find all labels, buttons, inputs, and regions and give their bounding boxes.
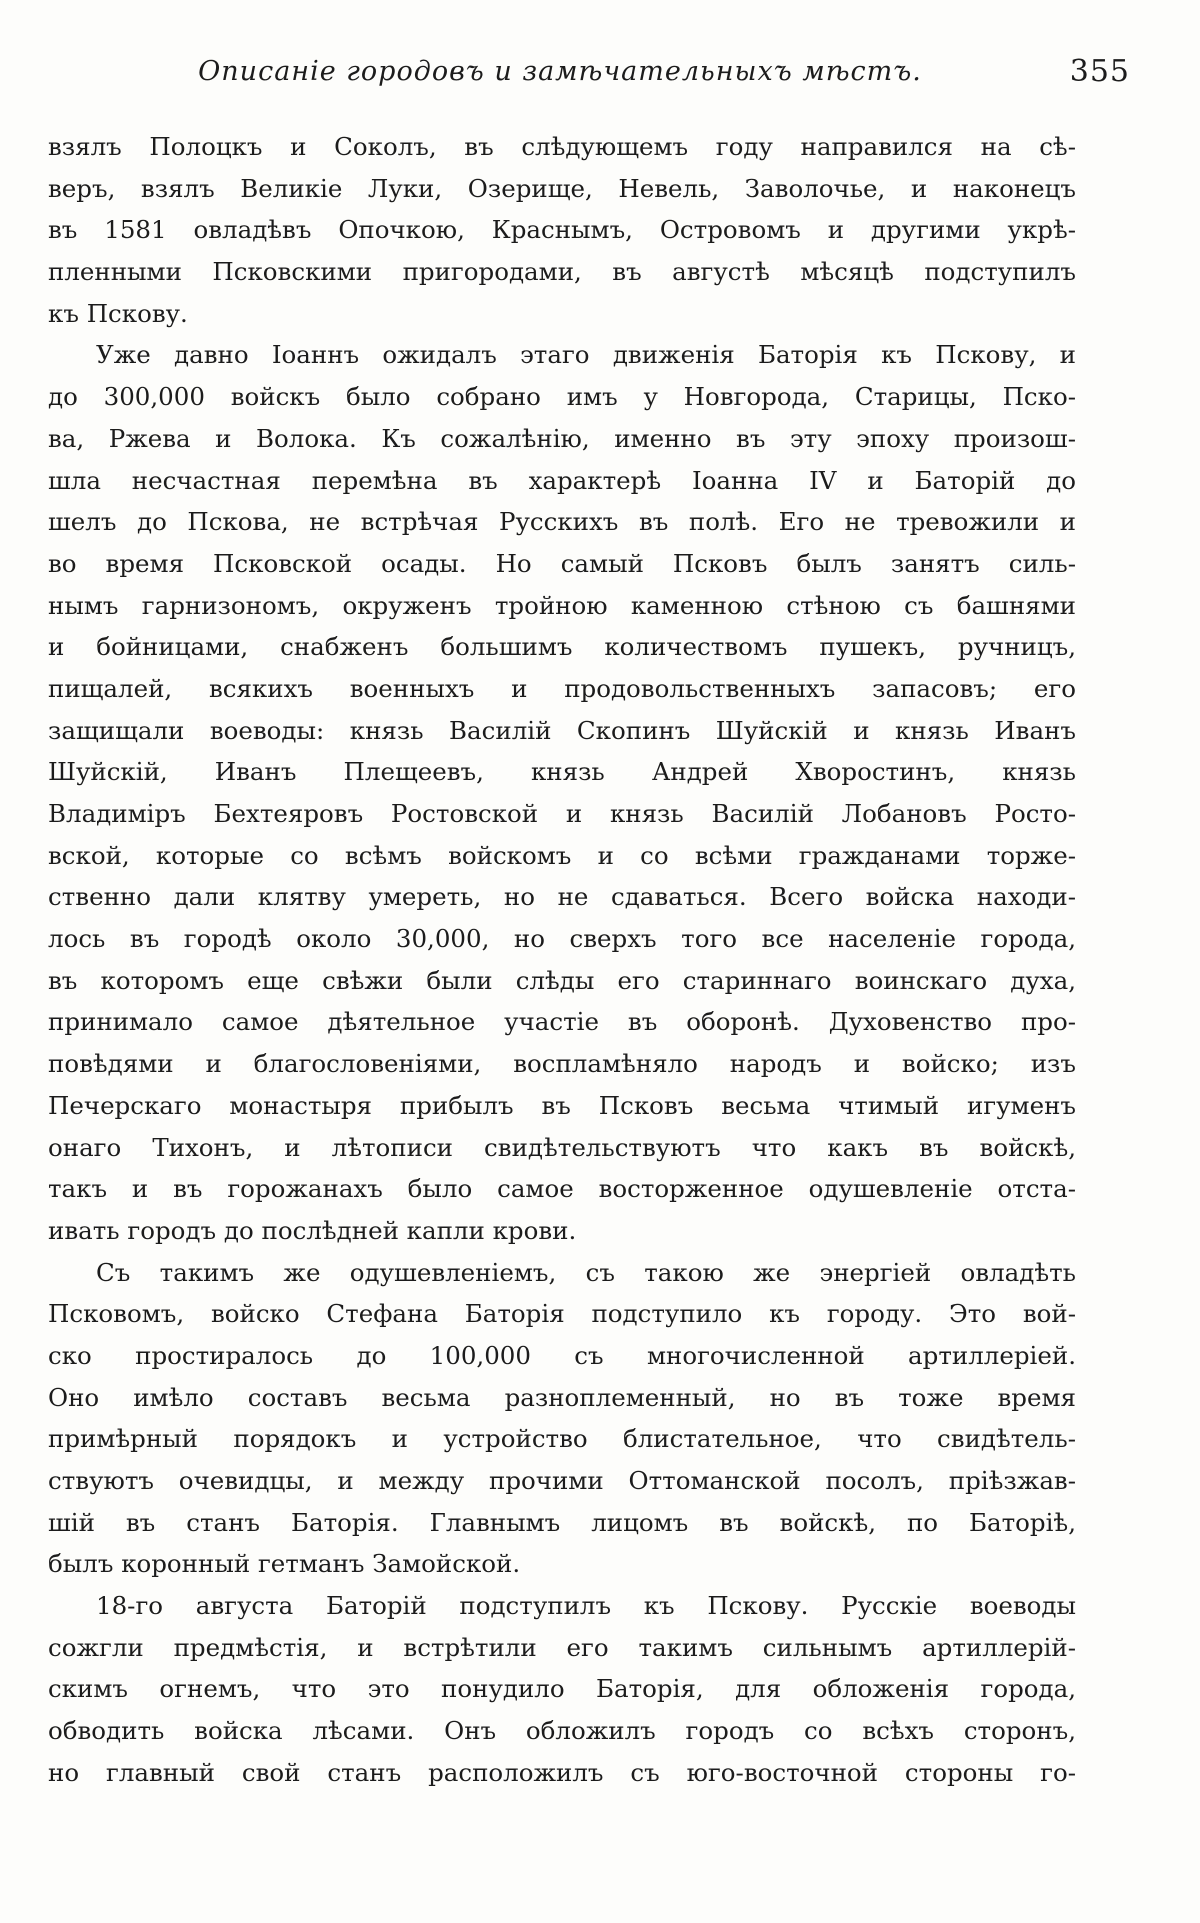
text-line: вской, которые со всѣмъ войскомъ и со всѣми гражданами торже- [48, 840, 1076, 870]
running-head [48, 54, 1130, 96]
text-line: Владиміръ Бехтеяровъ Ростовской и князь Василій Лобановъ Росто- [48, 799, 1076, 828]
text-line: 18-го августа Баторій подступилъ къ Пскову. Русскіе воеводы [96, 1591, 1076, 1621]
text-line: ствуютъ очевидцы, и между прочими Оттоманской посолъ, пріѣзжав- [48, 1466, 1076, 1495]
text-line: принимало самое дѣятельное участіе въ оборонѣ. Духовенство про- [48, 1007, 1076, 1037]
text-line: веръ, взялъ Великіе Луки, Озерище, Невель, Заволочье, и наконецъ [48, 173, 1076, 203]
text-line: пленными Псковскими пригородами, въ августѣ мѣсяцѣ подступилъ [48, 257, 1076, 287]
text-line: Съ такимъ же одушевленіемъ, съ такою же энергіей овладѣть [96, 1257, 1076, 1287]
text-line: повѣдями и благословеніями, воспламѣняло народъ и войско; изъ [48, 1049, 1076, 1079]
text-line: Псковомъ, войско Стефана Баторія подступило къ городу. Это вой- [48, 1299, 1076, 1329]
text-line: и бойницами, снабженъ большимъ количествомъ пушекъ, ручницъ, [48, 632, 1076, 662]
text-line: ивать городъ до послѣдней капли крови. [48, 1215, 577, 1245]
text-line: въ которомъ еще свѣжи были слѣды его стариннаго воинскаго духа, [48, 965, 1076, 995]
text-line: шій въ станъ Баторія. Главнымъ лицомъ въ войскѣ, по Баторіѣ, [48, 1507, 1076, 1537]
text-line: до 300,000 войскъ было собрано имъ у Новгорода, Старицы, Пско- [48, 382, 1076, 412]
text-line: Шуйскій, Иванъ Плещеевъ, князь Андрей Хворостинъ, князь [48, 757, 1076, 787]
text-line: защищали воеводы: князь Василій Скопинъ Шуйскій и князь Иванъ [48, 715, 1076, 745]
text-line: Уже давно Іоаннъ ожидалъ этаго движенія Баторія къ Пскову, и [96, 340, 1076, 370]
text-line: но главный свой станъ расположилъ съ юго-восточной стороны го- [48, 1757, 1076, 1787]
text-line: былъ коронный гетманъ Замойской. [48, 1549, 521, 1579]
text-line: ственно дали клятву умереть, но не сдаваться. Всего войска находи- [48, 882, 1076, 912]
text-line: такъ и въ горожанахъ было самое восторженное одушевленіе отста- [48, 1174, 1076, 1204]
text-line: онаго Тихонъ, и лѣтописи свидѣтельствуютъ что какъ въ войскѣ, [48, 1132, 1076, 1162]
text-line: во время Псковской осады. Но самый Псковъ былъ занятъ силь- [48, 548, 1076, 578]
page-number: 355 [1069, 54, 1130, 89]
text-line: Оно имѣло составъ весьма разноплеменный, но въ тоже время [48, 1382, 1076, 1412]
text-line: нымъ гарнизономъ, окруженъ тройною каменною стѣною съ башнями [48, 590, 1076, 620]
text-line: шелъ до Пскова, не встрѣчая Русскихъ въ полѣ. Его не тревожили и [48, 507, 1076, 537]
text-line: взялъ Полоцкъ и Соколъ, въ слѣдующемъ году направился на сѣ- [48, 132, 1076, 161]
text-line: примѣрный порядокъ и устройство блистательное, что свидѣтель- [48, 1424, 1076, 1454]
body-text [48, 126, 1076, 1794]
text-line: ва, Ржева и Волока. Къ сожалѣнію, именно въ эту эпоху произош- [48, 423, 1076, 453]
text-line: скимъ огнемъ, что это понудило Баторія, для обложенія города, [48, 1674, 1076, 1704]
running-title: Описаніе городовъ и замѣчательныхъ мѣстъ. [198, 56, 922, 87]
text-line: лось въ городѣ около 30,000, но сверхъ того все населеніе города, [48, 924, 1076, 954]
text-line: Печерскаго монастыря прибылъ въ Псковъ весьма чтимый игуменъ [48, 1090, 1076, 1120]
text-line: пищалей, всякихъ военныхъ и продовольственныхъ запасовъ; его [48, 673, 1076, 703]
text-line: шла несчастная перемѣна въ характерѣ Іоанна IV и Баторій до [48, 465, 1076, 495]
text-line: къ Пскову. [48, 298, 188, 328]
text-line: въ 1581 овладѣвъ Опочкою, Краснымъ, Островомъ и другими укрѣ- [48, 215, 1076, 245]
text-line: ско простиралось до 100,000 съ многочисленной артиллеріей. [48, 1340, 1076, 1370]
text-line: сожгли предмѣстія, и встрѣтили его такимъ сильнымъ артиллерій- [48, 1632, 1076, 1662]
text-line: обводить войска лѣсами. Онъ обложилъ городъ со всѣхъ сторонъ, [48, 1716, 1076, 1746]
